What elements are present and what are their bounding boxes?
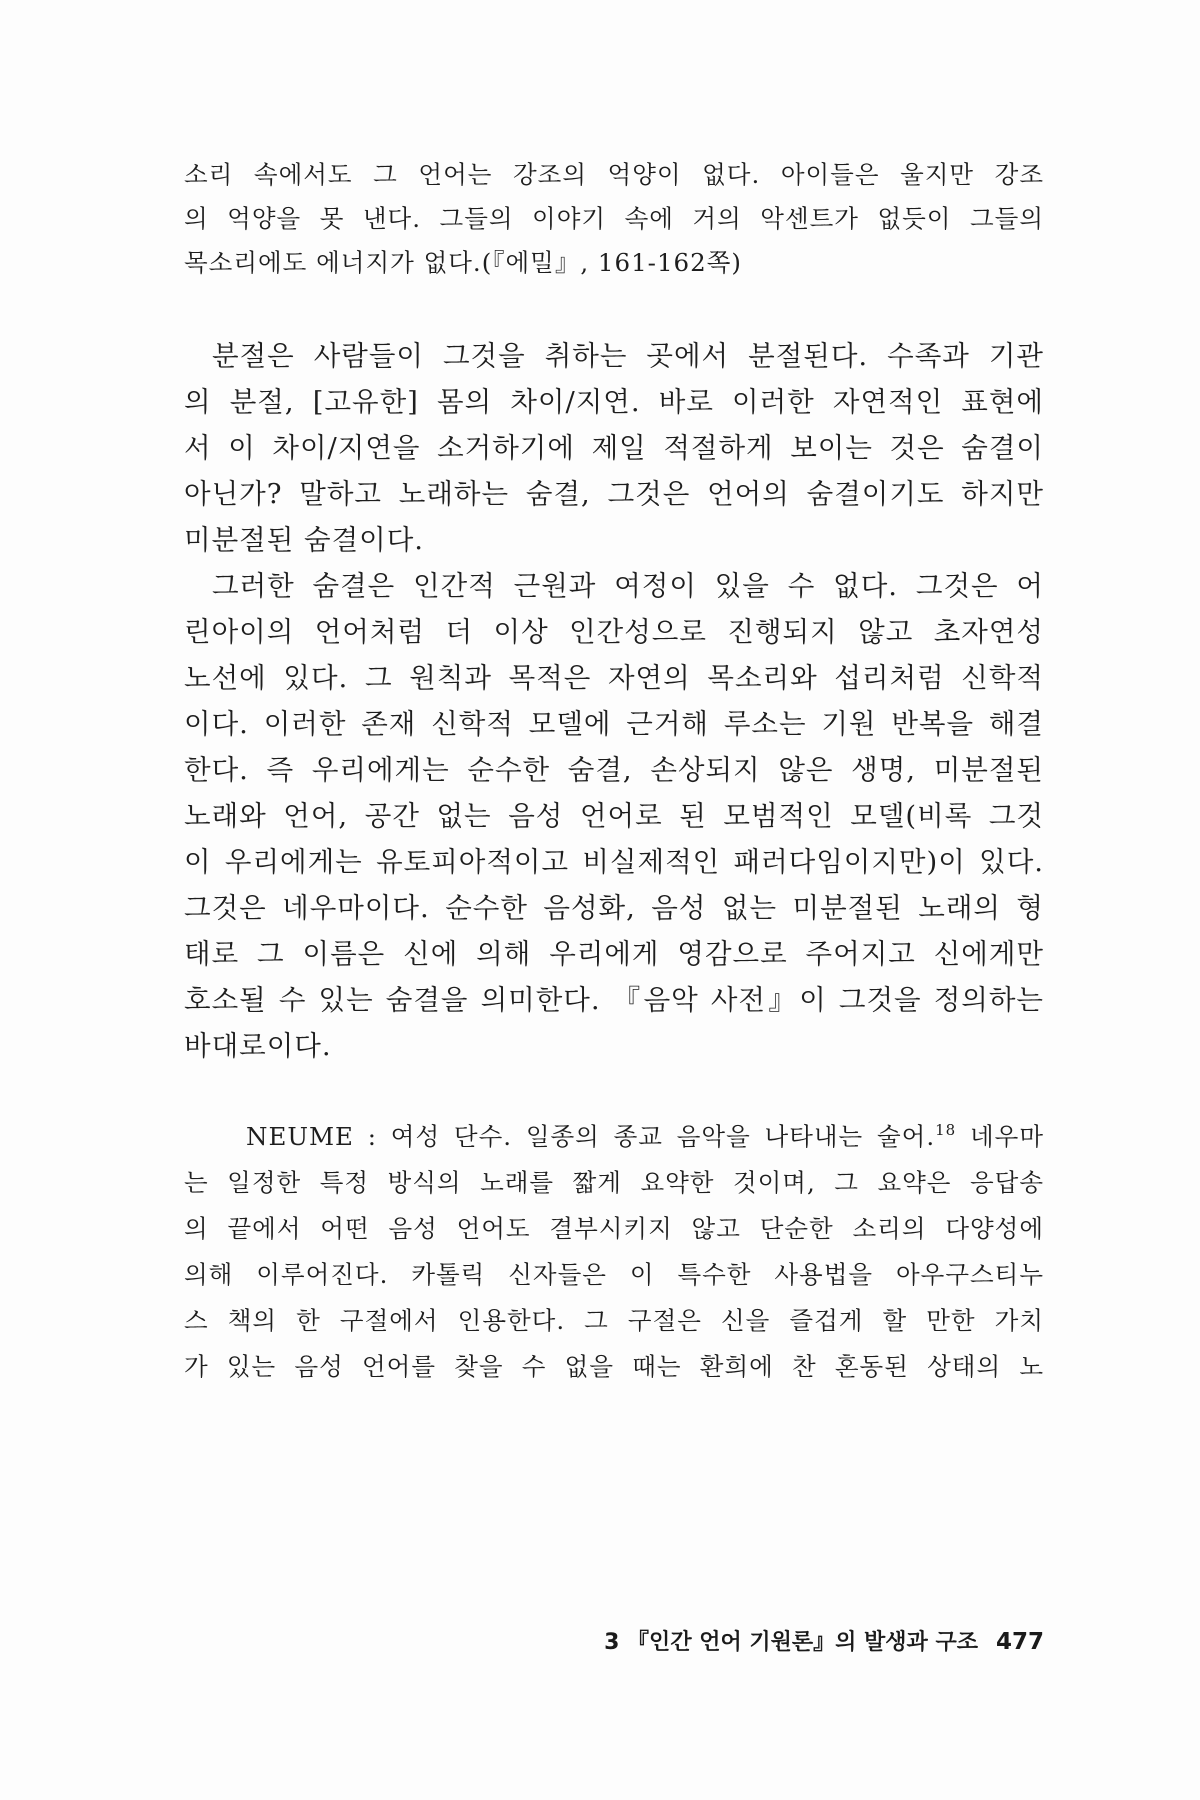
note-line: 의 끝에서 어떤 음성 언어도 결부시키지 않고 단순한 소리의 다양성에 <box>184 1214 1044 1243</box>
paragraph-line: 이 우리에게는 유토피아적이고 비실제적인 패러다임이지만)이 있다. <box>184 846 1044 878</box>
paragraph-line: 한다. 즉 우리에게는 순수한 숨결, 손상되지 않은 생명, 미분절된 <box>184 754 1044 786</box>
note-line: 가 있는 음성 언어를 찾을 수 없을 때는 환희에 찬 혼동된 상태의 노 <box>184 1352 1044 1381</box>
note-entry-text-cont: 네우마 <box>956 1122 1044 1151</box>
paragraph-line: 노래와 언어, 공간 없는 음성 언어로 된 모범적인 모델(비록 그것 <box>184 800 1044 832</box>
running-head: 3 『인간 언어 기원론』의 발생과 구조 <box>604 1630 978 1655</box>
paragraph-line: 린아이의 언어처럼 더 이상 인간성으로 진행되지 않고 초자연성 <box>184 616 1044 648</box>
paragraph-line: 미분절된 숨결이다. <box>184 524 425 556</box>
paragraph-line: 의 분절, [고유한] 몸의 차이/지연. 바로 이러한 자연적인 표현에 <box>184 386 1044 418</box>
note-first-line <box>246 1122 1044 1151</box>
note-line: 의해 이루어진다. 카톨릭 신자들은 이 특수한 사용법을 아우구스티누 <box>184 1260 1044 1289</box>
paragraph-line: 노선에 있다. 그 원칙과 목적은 자연의 목소리와 섭리처럼 신학적 <box>184 662 1044 694</box>
paragraph-line: 아닌가? 말하고 노래하는 숨결, 그것은 언어의 숨결이기도 하지만 <box>184 478 1044 510</box>
footnote-marker[interactable]: 18 <box>935 1122 957 1139</box>
paragraph-line: 호소될 수 있는 숨결을 의미한다. 『음악 사전』이 그것을 정의하는 <box>184 984 1044 1016</box>
paragraph-line: 태로 그 이름은 신에 의해 우리에게 영감으로 주어지고 신에게만 <box>184 938 1044 970</box>
quote-line: 목소리에도 에너지가 없다.(『에밀』, 161-162쪽) <box>184 248 742 277</box>
paragraph-line: 그것은 네우마이다. 순수한 음성화, 음성 없는 미분절된 노래의 형 <box>184 892 1044 924</box>
paragraph-line: 서 이 차이/지연을 소거하기에 제일 적절하게 보이는 것은 숨결이 <box>184 432 1044 464</box>
note-line: 는 일정한 특정 방식의 노래를 짧게 요약한 것이며, 그 요약은 응답송 <box>184 1168 1044 1197</box>
note-line: 스 책의 한 구절에서 인용한다. 그 구절은 신을 즐겁게 할 만한 가치 <box>184 1306 1044 1335</box>
paragraph-line: 바대로이다. <box>184 1030 332 1062</box>
paragraph-line: 분절은 사람들이 그것을 취하는 곳에서 분절된다. 수족과 기관 <box>212 340 1044 372</box>
paragraph-line: 그러한 숨결은 인간적 근원과 여정이 있을 수 없다. 그것은 어 <box>212 570 1044 602</box>
quote-line: 소리 속에서도 그 언어는 강조의 억양이 없다. 아이들은 울지만 강조 <box>184 160 1044 189</box>
page-footer <box>604 1625 1044 1656</box>
quote-line: 의 억양을 못 낸다. 그들의 이야기 속에 거의 악센트가 없듯이 그들의 <box>184 204 1044 233</box>
note-entry-text: NEUME : 여성 단수. 일종의 종교 음악을 나타내는 술어. <box>246 1122 936 1151</box>
paragraph-line: 이다. 이러한 존재 신학적 모델에 근거해 루소는 기원 반복을 해결 <box>184 708 1044 740</box>
page-number: 477 <box>995 1629 1044 1655</box>
